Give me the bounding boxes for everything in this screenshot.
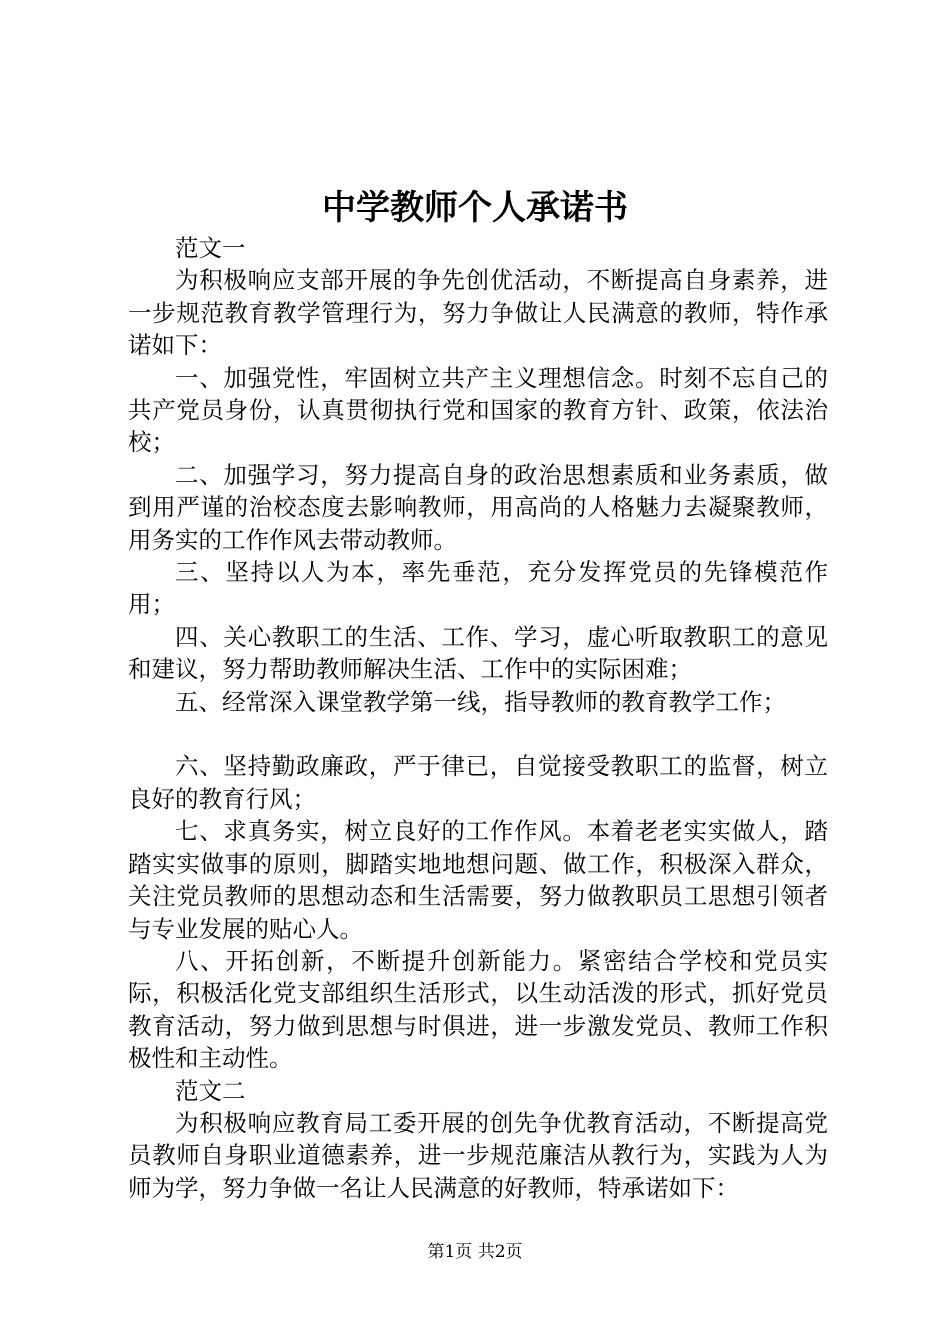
section-heading: 范文一 [175,234,246,262]
paragraph: 四、关心教职工的生活、工作、学习，虚心听取教职工的意见和建议，努力帮助教师解决生活、工作中的实际困难； [128,622,828,684]
page-title: 中学教师个人承诺书 [322,188,628,228]
paragraph: 七、求真务实，树立良好的工作作风。本着老老实实做人，踏踏实实做事的原则，脚踏实地地想问题、做工作，积极深入群众，关注党员教师的思想动态和生活需要，努力做教职员工思想引领者与专业发展的贴心人。 [128,817,828,943]
paragraph: 为积极响应教育局工委开展的创先争优教育活动，不断提高党员教师自身职业道德素养，进一步规范廉洁从教行为，实践为人为师为学，努力争做一名让人民满意的好教师，特承诺如下： [128,1108,828,1202]
section-heading: 范文二 [175,1076,246,1105]
page-footer: 第1页 共2页 [427,1242,523,1262]
blank-line [128,718,828,750]
paragraph: 六、坚持勤政廉政，严于律已，自觉接受教职工的监督，树立良好的教育行风； [128,752,828,813]
document-body [128,232,828,1204]
paragraph: 五、经常深入课堂教学第一线，指导教师的教育教学工作； [175,687,786,716]
paragraph: 八、开拓创新，不断提升创新能力。紧密结合学校和党员实际，积极活化党支部组织生活形式，以生动活泼的形式，抓好党员教育活动，努力做到思想与时俱进，进一步激发党员、教师工作积极性和主动性。 [128,946,828,1073]
paragraph: 为积极响应支部开展的争先创优活动，不断提高自身素养，进一步规范教育教学管理行为，努力争做让人民满意的教师，特作承诺如下： [128,266,828,360]
paragraph: 一、加强党性，牢固树立共产主义理想信念。时刻不忘自己的共产党员身份，认真贯彻执行党和国家的教育方针、政策，依法治校； [128,363,828,457]
paragraph: 二、加强学习，努力提高自身的政治思想素质和业务素质，做到用严谨的治校态度去影响教师，用高尚的人格魅力去凝聚教师，用务实的工作作风去带动教师。 [128,460,828,554]
paragraph: 三、坚持以人为本，率先垂范，充分发挥党员的先锋模范作用； [128,558,828,619]
